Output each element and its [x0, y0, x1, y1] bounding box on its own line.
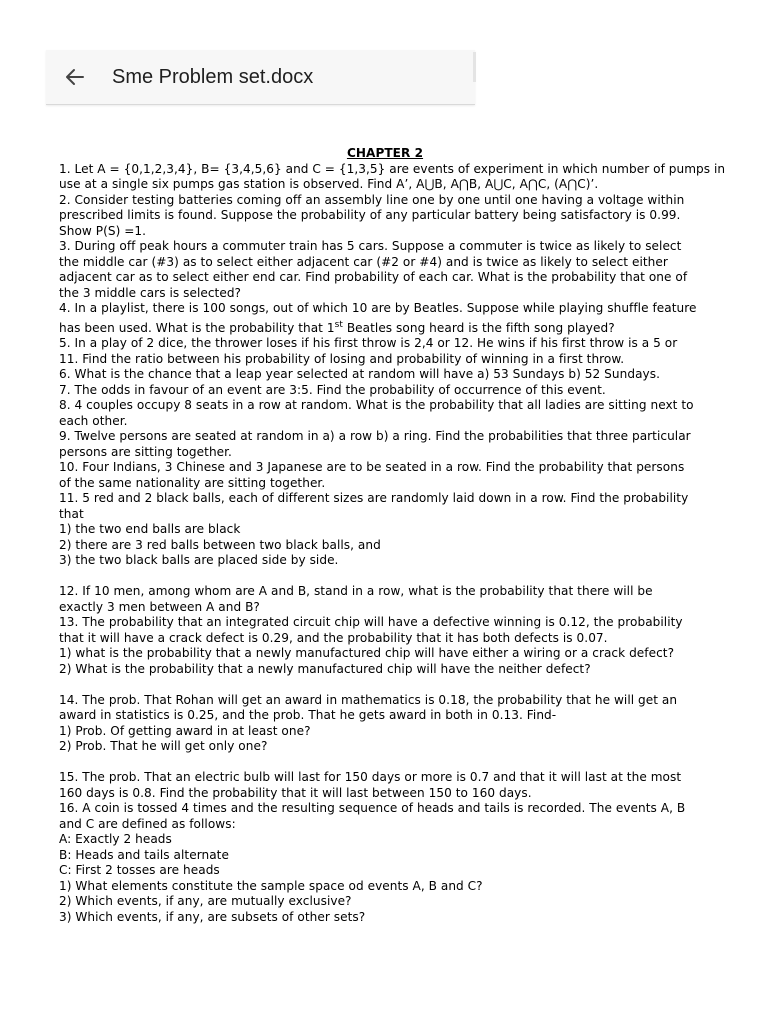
text-line: 12. If 10 men, among whom are A and B, stand in a row, what is the probability that there will be	[59, 584, 653, 598]
text-line: B: Heads and tails alternate	[59, 847, 229, 862]
text-line: and C are defined as follows:	[59, 816, 236, 831]
text-line: that	[59, 506, 84, 521]
text-line: 11. 5 red and 2 black balls, each of different sizes are randomly laid down in a row. Find the probability	[59, 491, 689, 505]
text-line: of the same nationality are sitting together.	[59, 475, 326, 490]
text-line: 1. Let A = {0,1,2,3,4}, B= {3,4,5,6} and C = {1,3,5} are events of experiment in which number of pumps in	[59, 161, 726, 176]
text-line: 16. A coin is tossed 4 times and the resulting sequence of heads and tails is recorded. The events A, B	[59, 801, 686, 815]
text-line	[59, 321, 711, 337]
text-line: 14. The prob. That Rohan will get an award in mathematics is 0.18, the probability that he will get an	[59, 692, 678, 707]
text-line: 1) Prob. Of getting award in at least one?	[59, 723, 311, 738]
superscript: st	[334, 319, 343, 330]
text-line: Show P(S) =1.	[59, 223, 147, 238]
blank-line	[59, 677, 711, 693]
back-button[interactable]	[60, 62, 90, 92]
text-line: 11. Find the ratio between his probability of losing and probability of winning in a first throw.	[59, 351, 625, 366]
text-segment: has been used. What is the probability that 1	[59, 320, 335, 335]
blank-line	[59, 569, 711, 585]
title-bar-edge	[473, 52, 476, 82]
text-line: 5. In a play of 2 dice, the thrower loses if his first throw is 2,4 or 12. He wins if his first throw is a 5 or	[59, 336, 678, 350]
text-line: 6. What is the chance that a leap year selected at random will have a) 53 Sundays b) 52 Sundays.	[59, 367, 660, 381]
text-line: 8. 4 couples occupy 8 seats in a row at random. What is the probability that all ladies are sitting next to	[59, 398, 694, 412]
text-line: 1) What elements constitute the sample space od events A, B and C?	[59, 878, 483, 893]
text-line: that it will have a crack defect is 0.29, and the probability that it has both defects is 0.07.	[59, 630, 608, 645]
text-line: each other.	[59, 413, 128, 428]
text-line: prescribed limits is found. Suppose the probability of any particular battery being satisfactory is 0.99.	[59, 208, 681, 222]
text-line: 1) the two end balls are black	[59, 522, 241, 536]
document-title: Sme Problem set.docx	[112, 66, 314, 88]
text-line: use at a single six pumps gas station is observed. Find A’, A⋃B, A⋂B, A⋃C, A⋂C, (A⋂C)’.	[59, 177, 599, 191]
text-line: 3. During off peak hours a commuter train has 5 cars. Suppose a commuter is twice as likely to select	[59, 239, 682, 253]
blank-line	[59, 755, 711, 771]
text-line: 3) the two black balls are placed side by side.	[59, 553, 339, 567]
text-line: C: First 2 tosses are heads	[59, 863, 220, 877]
text-line: 2) What is the probability that a newly manufactured chip will have the neither defect?	[59, 661, 591, 676]
text-line: 4. In a playlist, there is 100 songs, out of which 10 are by Beatles. Suppose while playing shuffle feature	[59, 301, 697, 315]
text-line: 7. The odds in favour of an event are 3:5. Find the probability of occurrence of this event.	[59, 382, 606, 397]
text-line: 3) Which events, if any, are subsets of other sets?	[59, 909, 366, 924]
text-line: persons are sitting together.	[59, 444, 232, 459]
text-line: 160 days is 0.8. Find the probability that it will last between 150 to 160 days.	[59, 785, 532, 800]
text-line: 2) there are 3 red balls between two black balls, and	[59, 537, 381, 552]
text-line: 2. Consider testing batteries coming off an assembly line one by one until one having a voltage within	[59, 192, 685, 207]
arrow-left-icon	[64, 66, 86, 88]
text-line: 13. The probability that an integrated circuit chip will have a defective winning is 0.12, the probability	[59, 615, 683, 629]
text-line: 1) what is the probability that a newly manufactured chip will have either a wiring or a crack defect?	[59, 646, 675, 660]
text-line: 15. The prob. That an electric bulb will last for 150 days or more is 0.7 and that it will last at the most	[59, 770, 682, 784]
text-line: A: Exactly 2 heads	[59, 832, 172, 846]
text-line: 9. Twelve persons are seated at random in a) a row b) a ring. Find the probabilities that three particular	[59, 429, 691, 443]
text-line: 2) Which events, if any, are mutually exclusive?	[59, 894, 352, 908]
text-line: 10. Four Indians, 3 Chinese and 3 Japanese are to be seated in a row. Find the probability that persons	[59, 460, 685, 474]
document-page	[59, 146, 726, 925]
chapter-heading: CHAPTER 2	[346, 146, 424, 160]
text-segment: Beatles song heard is the fifth song played?	[342, 320, 615, 335]
text-line: 2) Prob. That he will get only one?	[59, 739, 268, 753]
text-line: adjacent car as to select either end car. Find probability of each car. What is the probability that one of	[59, 270, 688, 284]
text-line: the middle car (#3) as to select either adjacent car (#2 or #4) and is twice as likely to select either	[59, 254, 668, 269]
text-line: the 3 middle cars is selected?	[59, 285, 242, 300]
text-line: award in statistics is 0.25, and the prob. That he gets award in both in 0.13. Find-	[59, 708, 557, 722]
text-line: exactly 3 men between A and B?	[59, 599, 260, 614]
